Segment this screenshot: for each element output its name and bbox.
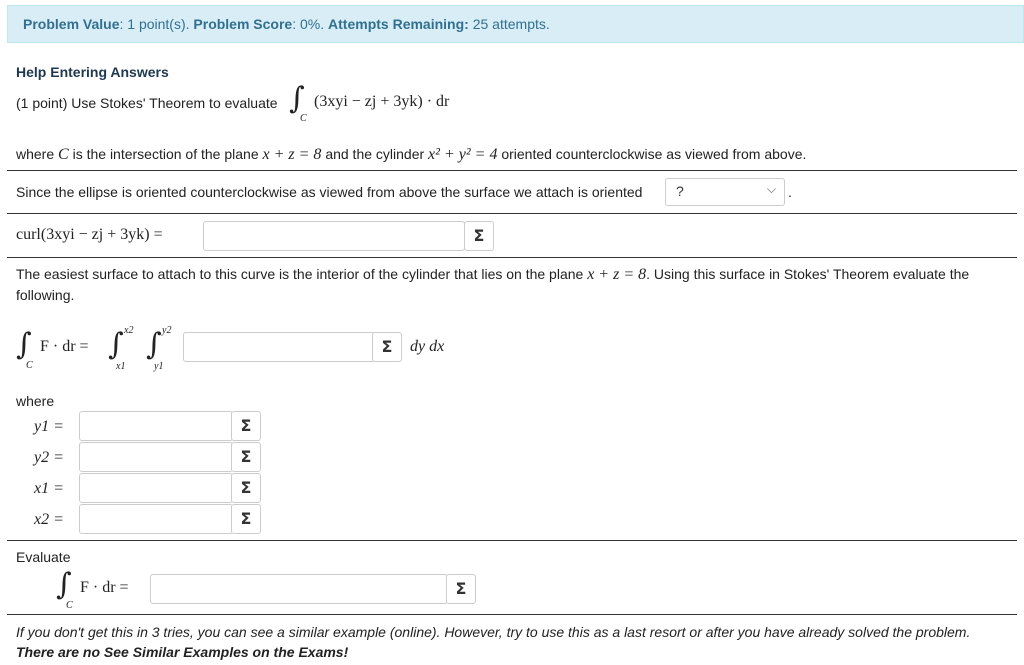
inner-integral-sign: ∫ — [146, 327, 162, 362]
differentials: dy dx — [410, 338, 445, 355]
limit-label-y1: y1 = — [34, 418, 64, 435]
integral-subscript: C — [66, 600, 73, 611]
equation-editor-button[interactable]: Σ — [231, 411, 261, 441]
attempts-remaining-label: Attempts Remaining: — [328, 16, 469, 32]
curve-variable: C — [58, 146, 69, 163]
equation-editor-button[interactable]: Σ — [372, 332, 402, 362]
cylinder-text: and the cylinder — [325, 146, 425, 162]
cylinder-equation: x² + y² = 4 — [428, 146, 498, 163]
line-integral-sign: ∫ — [16, 327, 32, 362]
integral-subscript: C — [300, 113, 307, 124]
limit-input-x2[interactable] — [79, 504, 233, 534]
footer-note: If you don't get this in 3 tries, you can see a similar example (online). However, try to use this as a last resort or after you have already solved the problem. — [16, 624, 971, 640]
limit-input-x1[interactable] — [79, 473, 233, 503]
orientation-select-value: ? — [676, 183, 684, 199]
intersection-text: is the intersection of the plane — [72, 146, 259, 162]
surface-text-3: following. — [16, 287, 75, 303]
orientation-select[interactable] — [665, 178, 785, 206]
problem-integrand: (3xyi − zj + 3yk) · dr — [314, 93, 450, 110]
equation-editor-button[interactable]: Σ — [446, 574, 476, 604]
problem-value-text: : 1 point(s). — [119, 16, 194, 32]
curl-label: curl(3xyi − zj + 3yk) = — [16, 226, 163, 243]
divider — [7, 213, 1017, 214]
line-integral-lhs: F · dr = — [40, 338, 89, 355]
problem-intro: (1 point) Use Stokes' Theorem to evaluate — [16, 95, 278, 111]
surface-instructions — [16, 266, 969, 284]
equation-editor-button[interactable]: Σ — [464, 221, 494, 251]
outer-upper-limit: x2 — [124, 325, 134, 336]
outer-lower-limit: x1 — [116, 361, 126, 372]
limit-input-y1[interactable] — [79, 411, 233, 441]
surface-text-2: . Using this surface in Stokes' Theorem evaluate the — [646, 266, 970, 282]
evaluate-label: Evaluate — [16, 549, 71, 565]
divider — [7, 257, 1017, 258]
orientation-question: Since the ellipse is oriented counterclockwise as viewed from above the surface we attach is oriented — [16, 184, 643, 200]
line-integral-sign: ∫ — [289, 81, 305, 116]
where-text: where — [16, 146, 55, 162]
problem-value-label: Problem Value — [23, 16, 120, 32]
chevron-down-icon: ⌵ — [766, 182, 776, 196]
problem-score-text: : 0%. — [292, 16, 329, 32]
problem-info-bar — [7, 5, 1024, 43]
orientation-text: oriented counterclockwise as viewed from above. — [501, 146, 807, 162]
divider — [7, 170, 1017, 171]
problem-curve-description — [16, 146, 806, 164]
problem-score-label: Problem Score — [193, 16, 293, 32]
divider — [7, 614, 1017, 615]
help-entering-answers-link[interactable]: Help Entering Answers — [16, 64, 169, 80]
surface-plane-equation: x + z = 8 — [587, 266, 647, 283]
line-integral-sign: ∫ — [56, 567, 72, 602]
limit-label-x1: x1 = — [34, 480, 64, 497]
curl-answer-input[interactable] — [203, 221, 465, 251]
limits-where-text: where — [16, 393, 55, 409]
evaluate-answer-input[interactable] — [150, 574, 448, 604]
equation-editor-button[interactable]: Σ — [231, 473, 261, 503]
equation-editor-button[interactable]: Σ — [231, 442, 261, 472]
integrand-answer-input[interactable] — [183, 332, 375, 362]
attempts-remaining-text: 25 attempts. — [468, 16, 550, 32]
divider — [7, 540, 1017, 541]
plane-equation: x + z = 8 — [262, 146, 322, 163]
limit-label-y2: y2 = — [34, 449, 64, 466]
inner-upper-limit: y2 — [162, 325, 172, 336]
evaluate-lhs: F · dr = — [80, 579, 129, 596]
orientation-period: . — [788, 184, 792, 200]
limit-input-y2[interactable] — [79, 442, 233, 472]
outer-integral-sign: ∫ — [108, 327, 124, 362]
limit-label-x2: x2 = — [34, 511, 64, 528]
inner-lower-limit: y1 — [154, 361, 164, 372]
footer-exam-note: There are no See Similar Examples on the Exams! — [16, 644, 349, 660]
integral-subscript: C — [26, 360, 33, 371]
surface-text-1: The easiest surface to attach to this curve is the interior of the cylinder that lies on the plane — [16, 266, 584, 282]
equation-editor-button[interactable]: Σ — [231, 504, 261, 534]
